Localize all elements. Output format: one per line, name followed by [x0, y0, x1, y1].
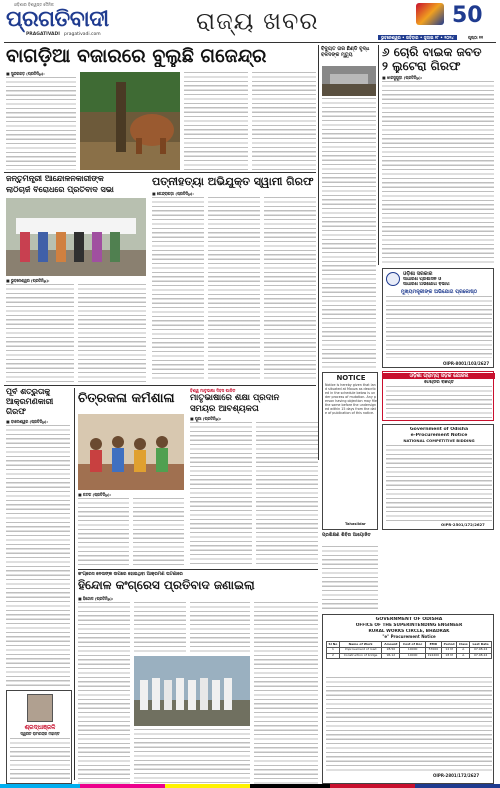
- color-strip: [0, 784, 500, 788]
- govt-notice-line-3: ସାଧାରଣ ଅଭିଯୋଗ ବିଭାଗ: [403, 282, 450, 287]
- congress-body-col5: [254, 602, 318, 784]
- notice-body: Notice is hereby given that land situated at Mouza as described in the schedule below is under process of mutation. Any person having objection may file the same before the undersigned within 15 days from the date of publication of this notice.: [325, 383, 377, 415]
- congress-dateline: ■ ହିନ୍ଦୋଳ (ପ୍ରତିନିଧି):: [78, 596, 114, 601]
- protest-body-col2: [78, 284, 146, 382]
- protest-photo: [6, 198, 146, 276]
- notice-ad: [322, 372, 378, 530]
- notice-signed: Tahasildar: [345, 522, 366, 526]
- col-header: EMD: [425, 642, 441, 648]
- congress-body-col4: [190, 602, 250, 654]
- col-header: Sl No: [327, 642, 340, 648]
- mla-dateline: ■ ବାଲେଶ୍ୱର (ପ୍ରତିନିଧି):: [6, 419, 49, 424]
- rural-works-body: [326, 677, 492, 771]
- masthead-logo[interactable]: ପ୍ରଗତିବାଦୀ: [6, 6, 109, 32]
- protest-headline-1: ଜନ୍ତୁମନ୍ତ୍ରୀ ଆନ୍ଦୋଳନକାରୀଙ୍କ: [6, 175, 104, 183]
- arrest-body-col1: [152, 197, 204, 382]
- mother-tongue-dateline: ■ ପୁରୀ (ପ୍ରତିନିଧି):: [190, 416, 222, 421]
- notice-title: NOTICE: [336, 374, 366, 382]
- table-cell: 10000: [400, 653, 425, 659]
- page-label: ପୃଷ୍ଠା ୧୧: [468, 35, 484, 40]
- rural-works-table-wrap: [326, 641, 492, 659]
- mla-body: [6, 425, 70, 687]
- art-workshop-dateline: ■ କଟକ (ପ୍ରତିନିଧି):: [78, 492, 112, 497]
- rural-works-ref: OIPR-2801/172/2627: [433, 773, 480, 778]
- column-rule-1: [318, 45, 319, 460]
- masthead-site[interactable]: pragativadi.com: [64, 32, 101, 37]
- congress-photo: [134, 656, 250, 726]
- elephant-dateline: ■ ସୁନ୍ଦରଗଡ଼ (ପ୍ରତିନିଧି):: [6, 71, 45, 76]
- bike-theft-headline-1: ୬ ଚୋରି ବାଇକ ଜବତ: [382, 46, 482, 59]
- masthead-rule: [4, 42, 496, 43]
- small-brief-body: [322, 546, 378, 610]
- table-cell: 28.50: [382, 647, 400, 653]
- mother-tongue-headline-2: ସମୟର ଆବଶ୍ୟକତା: [190, 405, 259, 414]
- masthead-logo-sub: PRAGATIVADI: [26, 32, 60, 37]
- govt-notice-ad: [382, 268, 494, 368]
- mla-headline-1: ପୂର୍ବ ଶତ୍ରୁତାକୁ: [6, 388, 51, 396]
- obituary-ad: [6, 690, 72, 784]
- elephant-headline: ବାଗଡ଼ିଆ ବଜାରରେ ବୁଲୁଛି ଗଜେନ୍ଦ୍ର: [6, 47, 267, 67]
- masthead-tagline: ଓଡ଼ିଶାର ବିଶ୍ୱସ୍ତ ଦୈନିକ: [14, 2, 54, 7]
- rule-mla: [4, 385, 316, 386]
- column-rule-3: [74, 388, 75, 780]
- side-brief-photo: [322, 66, 376, 96]
- col-header: Class: [457, 642, 470, 648]
- govt-notice-body: [386, 296, 492, 358]
- elephant-body-col2: [184, 72, 248, 170]
- table-cell: 12 M: [441, 647, 456, 653]
- mother-tongue-body-col2: [256, 422, 318, 566]
- col-header: Amount: [382, 642, 400, 648]
- congress-body-col3: [134, 729, 250, 784]
- table-cell: 18 M: [441, 653, 456, 659]
- table-cell: 07.08.24: [470, 647, 492, 653]
- rural-works-header-2: OFFICE OF THE SUPERINTENDING ENGINEER: [355, 623, 463, 628]
- tender-red-ad: [382, 371, 494, 421]
- protest-headline-2: ଲାଠିଚାର୍ଜ ବିରୋଧରେ ପ୍ରତିବାଦ ସଭା: [6, 186, 114, 194]
- anniversary-logo-icon: [416, 3, 444, 25]
- table-cell: 07.08.24: [470, 653, 492, 659]
- congress-body-col2: [134, 602, 186, 654]
- obituary-body: [10, 738, 70, 782]
- govt-notice-line-4: ମୁଖ୍ୟମନ୍ତ୍ରୀଙ୍କ ଅଭିଯୋଗ ପ୍ରକୋଷ୍ଠ: [400, 289, 478, 295]
- procurement-header-1: Government of Odisha: [409, 427, 469, 432]
- art-workshop-body-col2: [133, 498, 184, 566]
- congress-kicker: କଂଗ୍ରେସ ନେତାଙ୍କ ଉପରେ ହୋଇଥିବା ଆକ୍ରମଣ ଘଟଣାରେ: [78, 572, 183, 577]
- section-title: ରାଜ୍ୟ ଖବର: [196, 7, 319, 35]
- mother-tongue-body-col1: [190, 422, 252, 566]
- elephant-body-col1: [6, 77, 76, 170]
- col-header: Cost of Doc: [400, 642, 425, 648]
- side-brief-body: [322, 98, 376, 368]
- protest-body-col1: [6, 284, 74, 382]
- procurement-body: [386, 445, 492, 521]
- obituary-title: ଶ୍ରଦ୍ଧାଞ୍ଜଳି: [24, 724, 56, 731]
- procurement-header-2: e-Procurement Notice: [410, 433, 468, 438]
- bike-theft-headline-2: ୨ ଲୁଟେରା ଗିରଫ: [382, 60, 461, 73]
- rule-protest: [4, 172, 316, 173]
- table-cell: A: [457, 653, 470, 659]
- elephant-photo: [80, 72, 180, 170]
- rural-works-header-3: RURAL WORKS CIRCLE, BHADRAK: [368, 628, 450, 634]
- rural-works-header-1: GOVERNMENT OF ODISHA: [375, 617, 443, 622]
- arrest-headline: ପତ୍ନୀହତ୍ୟା ଅଭିଯୁକ୍ତ ସ୍ୱାମୀ ଗିରଫ: [152, 176, 314, 188]
- tender-red-sub: ଟେଣ୍ଡର ବିଜ୍ଞପ୍ତି: [424, 380, 454, 385]
- obituary-portrait: [27, 694, 53, 722]
- odisha-emblem-icon: [386, 272, 400, 286]
- mother-tongue-headline-1: ମାତୃଭାଷାରେ ଶିକ୍ଷା ପ୍ରଦାନ: [190, 394, 280, 403]
- congress-body-col1: [78, 602, 130, 784]
- table-cell: 96.12: [382, 653, 400, 659]
- procurement-ad: [382, 424, 494, 530]
- art-workshop-headline: ଚିତ୍ରକଳା କର୍ମଶାଳା: [78, 392, 175, 406]
- art-workshop-photo: [78, 414, 184, 490]
- table-cell: Construction of bridge: [339, 653, 381, 659]
- col-header: Last Date: [470, 642, 492, 648]
- date-line: ଭୁବନେଶ୍ୱର • ରବିବାର • ଜୁଲାଇ ୨୮ • ୨୦୨୪: [378, 35, 457, 40]
- arrest-body-col2: [208, 197, 260, 382]
- art-workshop-body-col1: [78, 498, 129, 566]
- masthead: [6, 2, 494, 42]
- mla-headline-3: ଗିରଫ: [6, 408, 26, 416]
- side-brief-headline: ବିଦ୍ୟୁତ ତାର ଛିଣ୍ଡି ବୃଦ୍ଧ ବଳଦଙ୍କ ମୃତ୍ୟୁ: [321, 46, 370, 58]
- rural-works-table: [326, 641, 492, 659]
- table-cell: A: [457, 647, 470, 653]
- procurement-subtitle: NATIONAL COMPETITIVE BIDDING: [403, 439, 475, 443]
- obituary-name: ସ୍ୱର୍ଗତ ରାମଚନ୍ଦ୍ର ମହାନ୍ତି: [20, 732, 60, 736]
- protest-dateline: ■ ଭୁବନେଶ୍ୱର (ପ୍ରତିନିଧି):: [6, 278, 50, 283]
- govt-notice-line-1: ଓଡ଼ିଶା ସରକାର: [403, 271, 433, 277]
- table-cell: 2: [327, 653, 340, 659]
- rule-congress: [78, 569, 318, 570]
- mother-tongue-kicker: ବିଶ୍ୱ ମାତୃଭାଷା ଦିବସ ପାଳିତ: [190, 388, 236, 393]
- govt-notice-ref: OIPR-8001/103/2627: [443, 361, 490, 366]
- bike-theft-dateline: ■ ଝାରସୁଗୁଡ଼ା (ପ୍ରତିନିଧି):: [382, 75, 423, 80]
- arrest-dateline: ■ କେନ୍ଦ୍ରାପଡ଼ା (ପ୍ରତିନିଧି):: [152, 191, 194, 196]
- small-brief-headline: ପ୍ରଶିକ୍ଷଣ ଶିବିର ଆୟୋଜିତ: [322, 533, 371, 538]
- table-cell: 1: [327, 647, 340, 653]
- elephant-body-col3: [252, 72, 316, 170]
- govt-notice-line-2: ସାଧାରଣ ପ୍ରଶାସନ ଓ: [403, 277, 442, 282]
- procurement-ref: OIPR-2501/172/2627: [441, 522, 485, 527]
- table-row: [327, 653, 492, 659]
- anniversary-number: 50: [452, 3, 483, 28]
- table-cell: 57000: [425, 647, 441, 653]
- col-header: Period: [441, 642, 456, 648]
- tender-red-body: [386, 386, 492, 420]
- mla-headline-2: ଆକ୍ରମଣକାରୀ: [6, 398, 54, 406]
- rural-works-ad: [322, 614, 494, 784]
- arrest-body-col3: [264, 197, 316, 382]
- congress-headline: ହିନ୍ଦୋଳ କଂଗ୍ରେସ ପ୍ରତିବାଦ ଜଣାଇଲା: [78, 579, 255, 592]
- table-cell: Improvement of road: [339, 647, 381, 653]
- bike-theft-body: [382, 81, 494, 265]
- column-rule-2: [378, 45, 379, 265]
- tender-red-title: ଓଡ଼ିଶା ଗ୍ରାମ୍ୟ ସଡ଼କ ଯୋଜନା: [383, 373, 495, 379]
- table-cell: 10000: [400, 647, 425, 653]
- table-cell: 192200: [425, 653, 441, 659]
- col-header: Name of Work: [339, 642, 381, 648]
- rural-works-header-4: "e" Procurement Notice: [382, 634, 436, 639]
